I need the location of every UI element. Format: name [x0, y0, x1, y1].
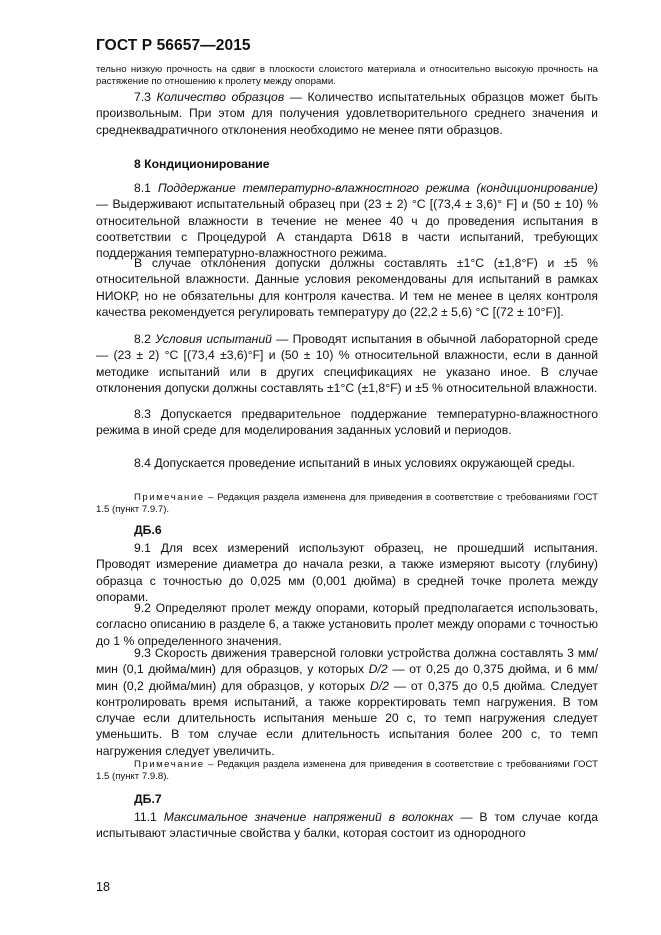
paragraph-9-3: 9.3 Скорость движения траверсной головки устройства должна составлять 3 мм/мин (0,1 дюйма/мин) для образцов, у которых D/2 — от 0,25 до 0,375 дюйма, и 6 мм/мин (0,2 дюйма/мин) для образцов, у которых D/2 — от 0,375 до 0,5 дюйма. Следует контролировать время испытаний, а также корректировать темп нагружения. В том случае если длительность испытания меньше 20 с, то темп нагружения следует уменьшить. В том случае если длительность испытания более 200 с, то темп нагружения следует увеличить. [96, 646, 599, 758]
paragraph-11-1: 11.1 Максимальное значение напряжений в волокнах — В том случае когда испытывают эластичные свойства у балки, которая состоит из однородного [96, 810, 598, 841]
clause-title: Количество образцов [156, 90, 285, 104]
appendix-heading-db6: ДБ.6 [134, 523, 162, 537]
clause-title: Максимальное значение напряжений в волокнах [163, 810, 454, 824]
paragraph-9-2: 9.2 Определяют пролет между опорами, который предполагается использовать, согласно описанию в разделе 6, а также установить пролет между опорами с точностью до 1 % определенного значения. [96, 601, 598, 648]
section-heading-8: 8 Кондиционирование [134, 157, 270, 171]
document-header: ГОСТ Р 56657—2015 [96, 37, 251, 54]
note-label: Примечание [134, 759, 205, 770]
paragraph-8-2: 8.2 Условия испытаний — Проводят испытания в обычной лабораторной среде — (23 ± 2) °С [(73,4 ±3,6)°F] и (50 ± 10) % относительной влажности, если в данной методике испытаний или в других спецификациях не указано иное. В случае отклонения допуски должны составлять ±1°С (±1,8°F) и ±5 % относительной влажности. [96, 332, 598, 395]
note-1: Примечание – Редакция раздела изменена для приведения в соответствие с требованиями ГОСТ 1.5 (пункт 7.9.7). [96, 492, 598, 516]
note-2: Примечание – Редакция раздела изменена для приведения в соответствие с требованиями ГОСТ 1.5 (пункт 7.9.8). [96, 759, 598, 783]
appendix-heading-db7: ДБ.7 [134, 792, 162, 806]
clause-title: Поддержание температурно-влажностного режима (кондиционирование) [157, 181, 598, 195]
paragraph-tolerance: В случае отклонения допуски должны составлять ±1°С (±1,8°F) и ±5 % относительной влажности. Данные условия рекомендованы для испытаний в рамках НИОКР, но не обязательны для контроля качества. И тем не менее в целях контроля качества рекомендуется регулировать температуру до (22,2 ± 5,6) °С [(72 ± 10°F)]. [96, 256, 598, 319]
page-number: 18 [96, 880, 110, 894]
paragraph-8-1: 8.1 Поддержание температурно-влажностного режима (кондиционирование) — Выдерживают испытательный образец при (23 ± 2) °С [(73,4 ± 3,6)° F] и (50 ± 10) % относительной влажности в течение не менее 40 ч до проведения испытания в соответствии с Процедурой А стандарта D618 в части испытаний, требующих поддержания температурно-влажностного режима. [96, 181, 598, 261]
paragraph-8-4: 8.4 Допускается проведение испытаний в иных условиях окружающей среды. [134, 456, 575, 470]
paragraph-9-1: 9.1 Для всех измерений используют образец, не прошедший испытания. Проводят измерение диаметра до начала резки, а также измеряют высоту (глубину) образца с точностью до 0,025 мм (0,001 дюйма) в средней точке пролета между опорами. [96, 541, 598, 604]
paragraph-8-3: 8.3 Допускается предварительное поддержание температурно-влажностного режима в иной среде для моделирования заданных условий и периодов. [96, 407, 598, 438]
paragraph-continuation: тельно низкую прочность на сдвиг в плоскости слоистого материала и относительно высокую прочность на растяжение по отношению к пролету между опорами. [96, 64, 598, 88]
clause-title: Условия испытаний [155, 332, 272, 346]
paragraph-7-3: 7.3 Количество образцов — Количество испытательных образцов может быть произвольным. При этом для получения удовлетворительного среднего значения и среднеквадратичного отклонения необходимо не менее пяти образцов. [96, 90, 598, 137]
note-label: Примечание [134, 492, 205, 503]
